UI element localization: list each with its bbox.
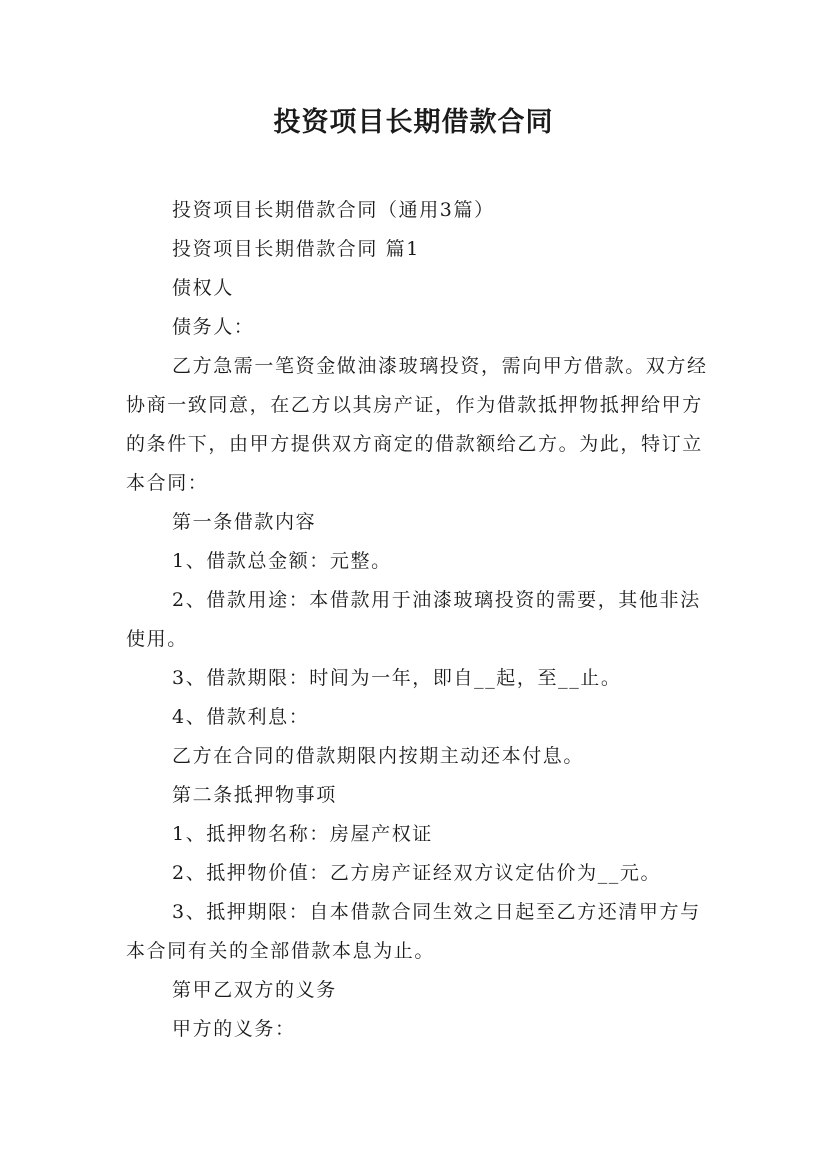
paragraph-party-a-obligations: 甲方的义务： (172, 1018, 296, 1040)
paragraph-article-2-heading: 第二条抵押物事项 (172, 784, 337, 806)
paragraph-creditor: 债权人 (172, 277, 234, 299)
paragraph-article-1-item-2: 2、借款用途：本借款用于油漆玻璃投资的需要，其他非法使用。 (126, 589, 701, 650)
paragraph-subtitle: 投资项目长期借款合同（通用3篇） (172, 199, 495, 221)
document-body (126, 191, 718, 1049)
paragraph-obligations-heading: 第甲乙双方的义务 (172, 979, 337, 1001)
paragraph-article-2-item-2: 2、抵押物价值：乙方房产证经双方议定估价为__元。 (172, 862, 662, 884)
paragraph-article-2-item-1: 1、抵押物名称：房屋产权证 (172, 823, 433, 845)
paragraph-article-1-heading: 第一条借款内容 (172, 511, 317, 533)
paragraph-article-2-item-3: 3、抵押期限：自本借款合同生效之日起至乙方还清甲方与本合同有关的全部借款本息为止。 (126, 901, 701, 962)
paragraph-article-1-item-1: 1、借款总金额：元整。 (172, 550, 392, 572)
paragraph-debtor: 债务人： (172, 316, 255, 338)
paragraph-repayment: 乙方在合同的借款期限内按期主动还本付息。 (172, 745, 585, 767)
paragraph-article-1-item-4: 4、借款利息： (172, 706, 310, 728)
document-title: 投资项目长期借款合同 (273, 107, 554, 138)
paragraph-preamble: 乙方急需一笔资金做油漆玻璃投资，需向甲方借款。双方经协商一致同意，在乙方以其房产证，作为借款抵押物抵押给甲方的条件下，由甲方提供双方商定的借款额给乙方。为此，特订立本合同： (126, 355, 708, 494)
paragraph-section-heading: 投资项目长期借款合同 篇1 (172, 238, 420, 260)
paragraph-article-1-item-3: 3、借款期限：时间为一年，即自__起，至__止。 (172, 667, 622, 689)
